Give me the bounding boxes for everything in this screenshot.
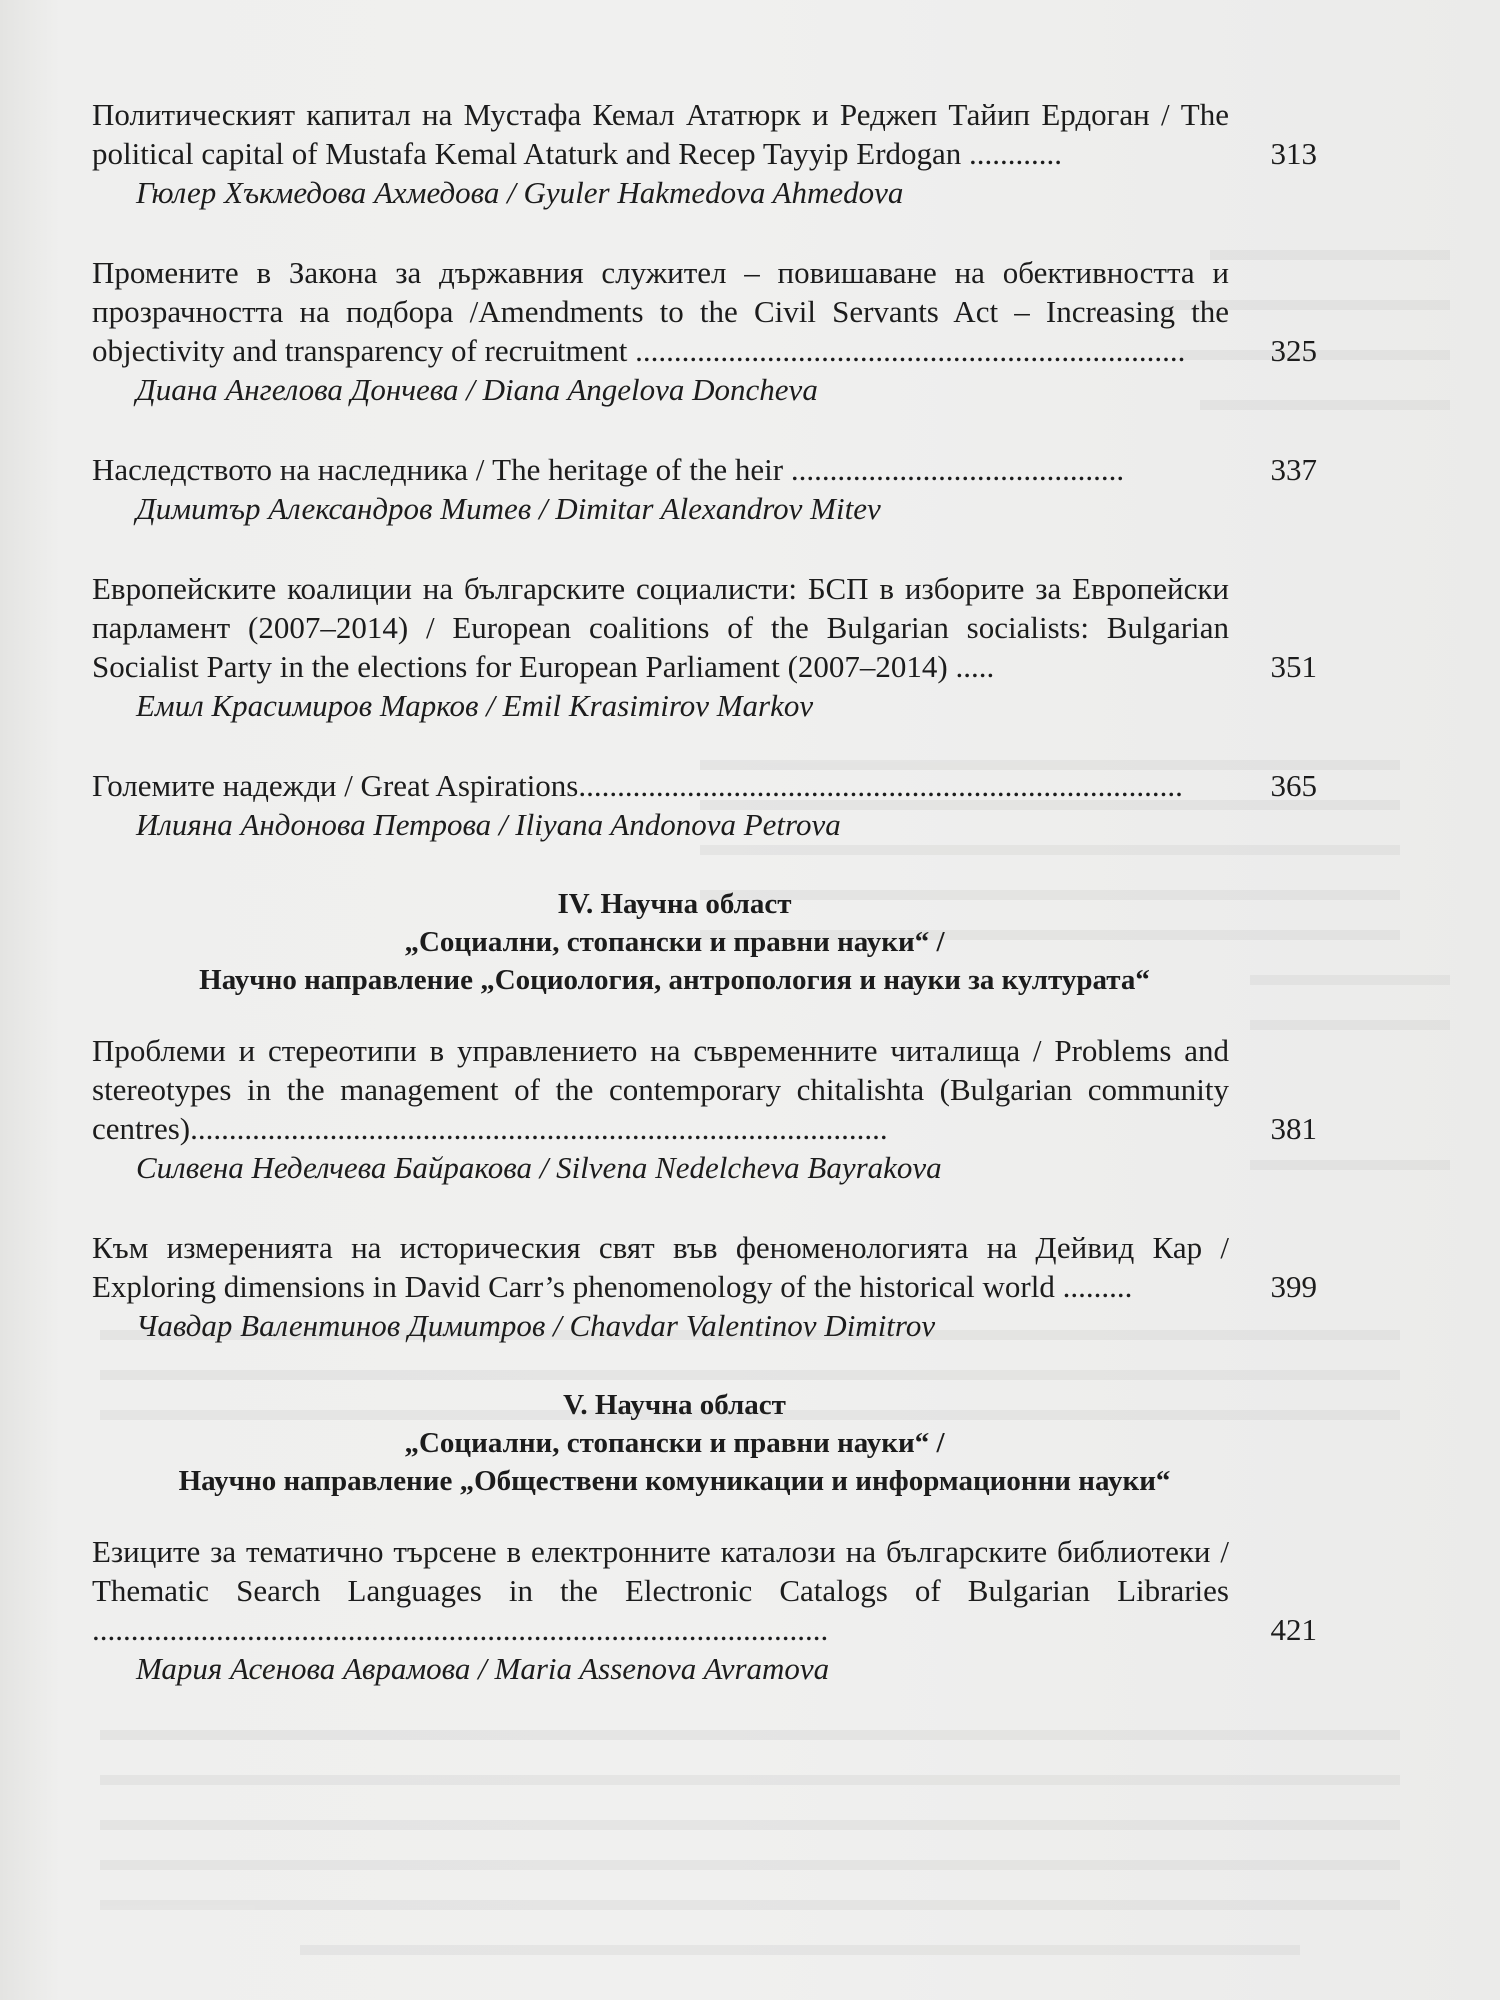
leader-dots: ............: [961, 136, 1063, 171]
entry-author: Диана Ангелова Дончева / Diana Angelova Doncheva: [136, 372, 818, 407]
entry-title-block: [92, 1532, 1317, 1649]
entry-author: Гюлер Хъкмедова Ахмедова / Gyuler Hakmedova Ahmedova: [136, 175, 904, 210]
section-direction: Научно направление „Обществени комуникации и информационни науки“: [178, 1465, 1171, 1497]
entry-title-block: [92, 766, 1317, 805]
toc-entry[interactable]: [92, 253, 1317, 410]
toc-entry[interactable]: [92, 1532, 1317, 1689]
entry-title-block: [92, 569, 1317, 686]
page-number: 351: [1270, 649, 1317, 684]
entry-title: Големите надежди / Great Aspirations: [92, 768, 579, 803]
entry-title-block: [92, 1031, 1317, 1148]
entry-title-block: [92, 450, 1317, 489]
leader-dots: .....: [947, 649, 995, 684]
leader-dots: ..............................................................................: [578, 768, 1183, 803]
entry-author: Илияна Андонова Петрова / Iliyana Andonova Petrova: [136, 807, 841, 842]
toc-entry[interactable]: [92, 1228, 1317, 1346]
entry-author: Чавдар Валентинов Димитров / Chavdar Valentinov Dimitrov: [136, 1308, 936, 1343]
entry-title-block: [92, 253, 1317, 370]
entry-author: Емил Красимиров Марков / Emil Krasimirov Markov: [136, 688, 814, 723]
section-field: „Социални, стопански и правни науки“ /: [404, 1427, 945, 1459]
page-number: 399: [1270, 1269, 1317, 1304]
leader-dots: ..........................................................................................: [190, 1111, 888, 1146]
entry-title: Към измеренията на историческия свят във феноменологията на Дейвид Кар / Exploring dimensions in David Carr’s phenomenology of the historical world: [92, 1230, 1229, 1304]
toc-entry[interactable]: [92, 450, 1317, 529]
entry-title: Наследството на наследника / The heritage of the heir: [92, 452, 784, 487]
section-field: „Социални, стопански и правни науки“ /: [404, 926, 945, 958]
toc-entry[interactable]: [92, 569, 1317, 726]
entry-author: Мария Асенова Аврамова / Maria Assenova Avramova: [136, 1651, 830, 1686]
table-of-contents: [92, 95, 1317, 1729]
entry-author: Димитър Александров Митев / Dimitar Alexandrov Mitev: [136, 491, 881, 526]
section-direction: Научно направление „Социология, антропология и науки за културата“: [199, 964, 1150, 996]
toc-entry[interactable]: [92, 766, 1317, 845]
entry-title: Промените в Закона за държавния служител – повишаване на обективността и прозрачността на подбора /Amendments to the Civil Servants Act – Increasing the objectivity and transparency of recruitment: [92, 255, 1229, 368]
entry-title-block: [92, 1228, 1317, 1306]
toc-entry[interactable]: [92, 1031, 1317, 1188]
section-heading-iv: [92, 885, 1317, 999]
entry-title-block: [92, 95, 1317, 173]
page-number: 365: [1270, 768, 1317, 803]
leader-dots: ...........................................: [783, 452, 1125, 487]
page-number: 337: [1270, 452, 1317, 487]
entry-title: Езиците за тематично търсене в електронните каталози на българските библиотеки / Thematic Search Languages in the Electronic Catalogs of Bulgarian Libraries: [92, 1534, 1229, 1608]
leader-dots: ...............................................................................................: [92, 1612, 829, 1647]
entry-title: Европейските коалиции на българските социалисти: БСП в изборите за Европейски парламент (2007–2014) / European coalitions of the Bulgarian socialists: Bulgarian Socialist Party in the elections for European Parliament (2007–2014): [92, 571, 1229, 684]
page-number: 325: [1270, 333, 1317, 368]
page-number: 381: [1270, 1111, 1317, 1146]
page-number: 421: [1270, 1612, 1317, 1647]
leader-dots: .........: [1054, 1269, 1133, 1304]
entry-title: Политическият капитал на Мустафа Кемал Ататюрк и Реджеп Тайип Ердоган / The political capital of Mustafa Kemal Ataturk and Recep Tayyip Erdogan: [92, 97, 1229, 171]
leader-dots: .......................................................................: [627, 333, 1186, 368]
page-number: 313: [1270, 136, 1317, 171]
section-heading-v: [92, 1386, 1317, 1500]
entry-author: Силвена Неделчева Байракова / Silvena Nedelcheva Bayrakova: [136, 1150, 942, 1185]
toc-entry[interactable]: [92, 95, 1317, 213]
entry-title: Проблеми и стереотипи в управлението на съвременните читалища / Problems and stereotypes in the management of the contemporary chitalishta (Bulgarian community centres): [92, 1033, 1229, 1146]
section-number: V. Научна област: [563, 1389, 786, 1421]
section-number: IV. Научна област: [557, 888, 792, 920]
